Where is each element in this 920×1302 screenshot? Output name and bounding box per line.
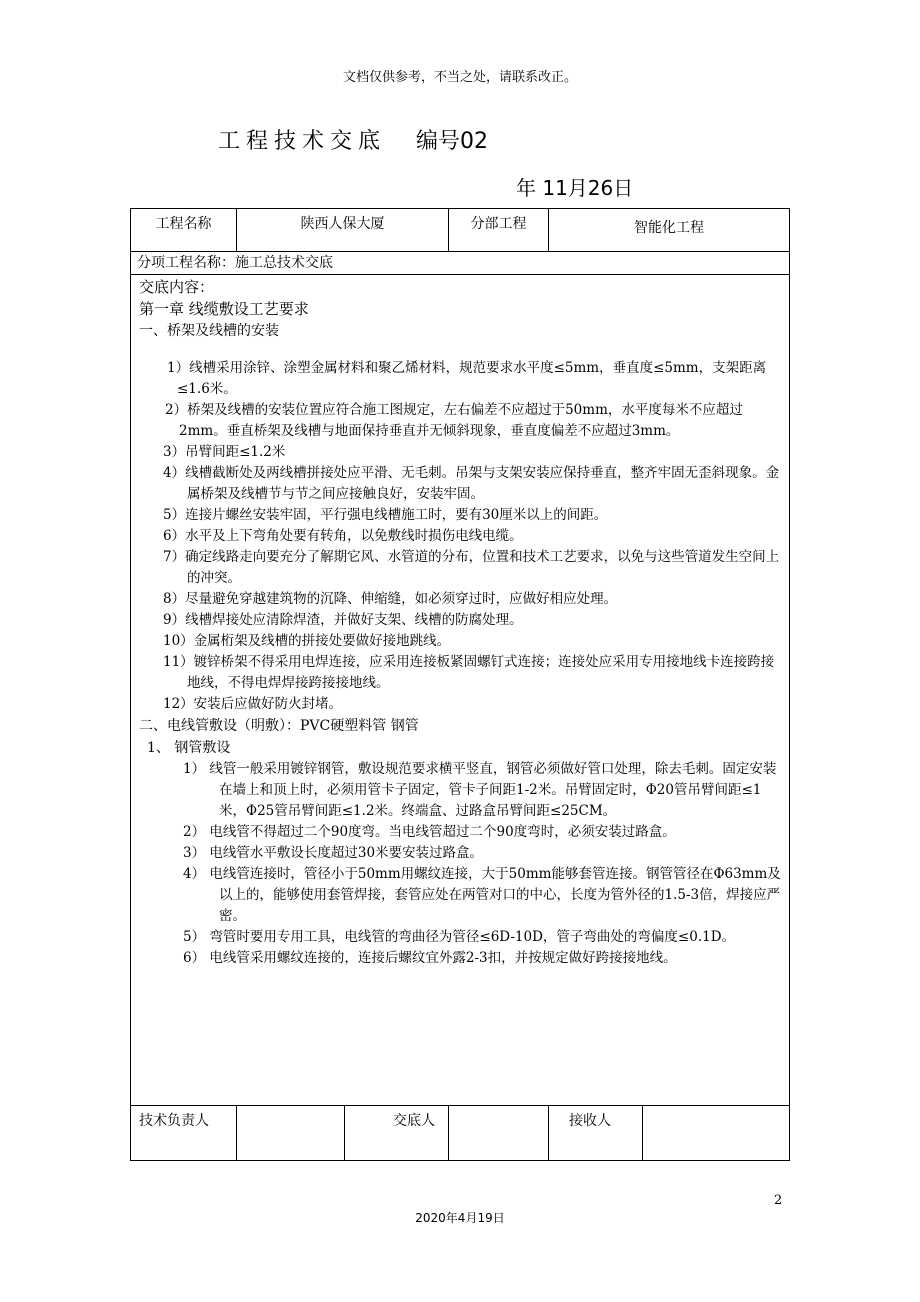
discloser-label: 交底人 <box>345 1106 449 1161</box>
subitem-name: 分项工程名称：施工总技术交底 <box>131 252 790 275</box>
page-number: 2 <box>774 1193 783 1208</box>
list-item: 12）安装后应做好防火封堵。 <box>163 696 343 712</box>
receiver-signature <box>643 1106 790 1161</box>
list-item: 11）镀锌桥架不得采用电焊连接，应采用连接板紧固螺钉式连接；连接处应采用专用接地线卡连接跨接地线，不得电焊焊接跨接接地线。 <box>163 654 775 691</box>
project-name-label: 工程名称 <box>131 209 237 252</box>
list-item: 6）水平及上下弯角处要有转角，以免敷线时损伤电线电缆。 <box>163 528 523 544</box>
list-item: 5） 弯管时要用专用工具，电线管的弯曲径为管径≤6D-10D，管子弯曲处的弯偏度≤0.1D。 <box>183 929 736 945</box>
list-item: 4）线槽截断处及两线槽拼接处应平滑、无毛刺。吊架与支架安装应保持垂直，整齐牢固无歪斜现象。金属桥架及线槽节与节之间应接触良好，安装牢固。 <box>163 465 780 502</box>
content-label: 交底内容： <box>139 278 215 296</box>
list-item: 6） 电线管采用螺纹连接的，连接后螺纹宜外露2-3扣，并按规定做好跨接接地线。 <box>183 950 677 966</box>
chapter-heading: 第一章 线缆敷设工艺要求 <box>139 300 309 318</box>
list-item: 3）吊臂间距≤1.2米 <box>163 444 286 460</box>
list-item: 7）确定线路走向要充分了解期它风、水管道的分布，位置和技术工艺要求，以免与这些管道发生空间上的冲突。 <box>163 549 780 586</box>
division-value: 智能化工程 <box>549 209 790 252</box>
document-title <box>218 124 488 155</box>
disclosure-table <box>130 208 790 1161</box>
document-number: 编号02 <box>416 129 489 154</box>
tech-lead-label: 技术负责人 <box>131 1106 237 1161</box>
list-item: 10）金属桁架及线槽的拼接处要做好接地跳线。 <box>163 633 451 649</box>
tech-lead-signature <box>237 1106 345 1161</box>
receiver-label: 接收人 <box>549 1106 643 1161</box>
section-heading-2: 二、电线管敷设（明敷）：PVC硬塑料管 钢管 <box>139 718 419 734</box>
title-text: 工程技术交底 <box>218 129 387 154</box>
list-item: 1）线槽采用涂锌、涂塑金属材料和聚乙烯材料，规范要求水平度≤5mm，垂直度≤5mm，支架距离≤1.6米。 <box>167 360 767 397</box>
list-item: 3） 电线管水平敷设长度超过30米要安装过路盒。 <box>183 845 484 861</box>
document-date: 年 11月26日 <box>516 176 634 200</box>
division-label: 分部工程 <box>449 209 549 252</box>
list-item: 5）连接片螺丝安装牢固，平行强电线槽施工时，要有30厘米以上的间距。 <box>163 507 608 523</box>
footer-date: 2020年4月19日 <box>415 1211 505 1225</box>
discloser-signature <box>449 1106 549 1161</box>
project-name-value: 陕西人保大厦 <box>237 209 449 252</box>
list-item: 1） 线管一般采用镀锌钢管，敷设规范要求横平竖直，钢管必须做好管口处理，除去毛刺。固定安装在墙上和顶上时，必须用管卡子固定，管卡子间距1-2米。吊臂固定时，Φ20管吊臂间距≤1米，Φ25管吊臂间距≤1.2米。终端盒、过路盒吊臂间距≤25CM。 <box>183 761 777 819</box>
list-item: 8）尽量避免穿越建筑物的沉降、伸缩缝，如必须穿过时，应做好相应处理。 <box>163 591 618 607</box>
header-note: 文档仅供参考，不当之处，请联系改正。 <box>342 70 577 85</box>
list-item: 4） 电线管连接时，管径小于50mm用螺纹连接，大于50mm能够套管连接。钢管管径在Φ63mm及以上的，能够使用套管焊接，套管应处在两管对口的中心，长度为管外径的1.5-3倍，焊接应严密。 <box>183 866 781 924</box>
subsection-heading: 1、 钢管敷设 <box>147 740 231 756</box>
section-heading-1: 一、桥架及线槽的安装 <box>139 323 279 339</box>
list-item: 2） 电线管不得超过二个90度弯。当电线管超过二个90度弯时，必须安装过路盒。 <box>183 824 676 840</box>
disclosure-content <box>131 275 790 1106</box>
list-item: 2）桥架及线槽的安装位置应符合施工图规定，左右偏差不应超过于50mm，水平度每米不应超过2mm。垂直桥架及线槽与地面保持垂直并无倾斜现象，垂直度偏差不应超过3mm。 <box>165 402 743 439</box>
list-item: 9）线槽焊接处应清除焊渣，并做好支架、线槽的防腐处理。 <box>163 612 523 628</box>
